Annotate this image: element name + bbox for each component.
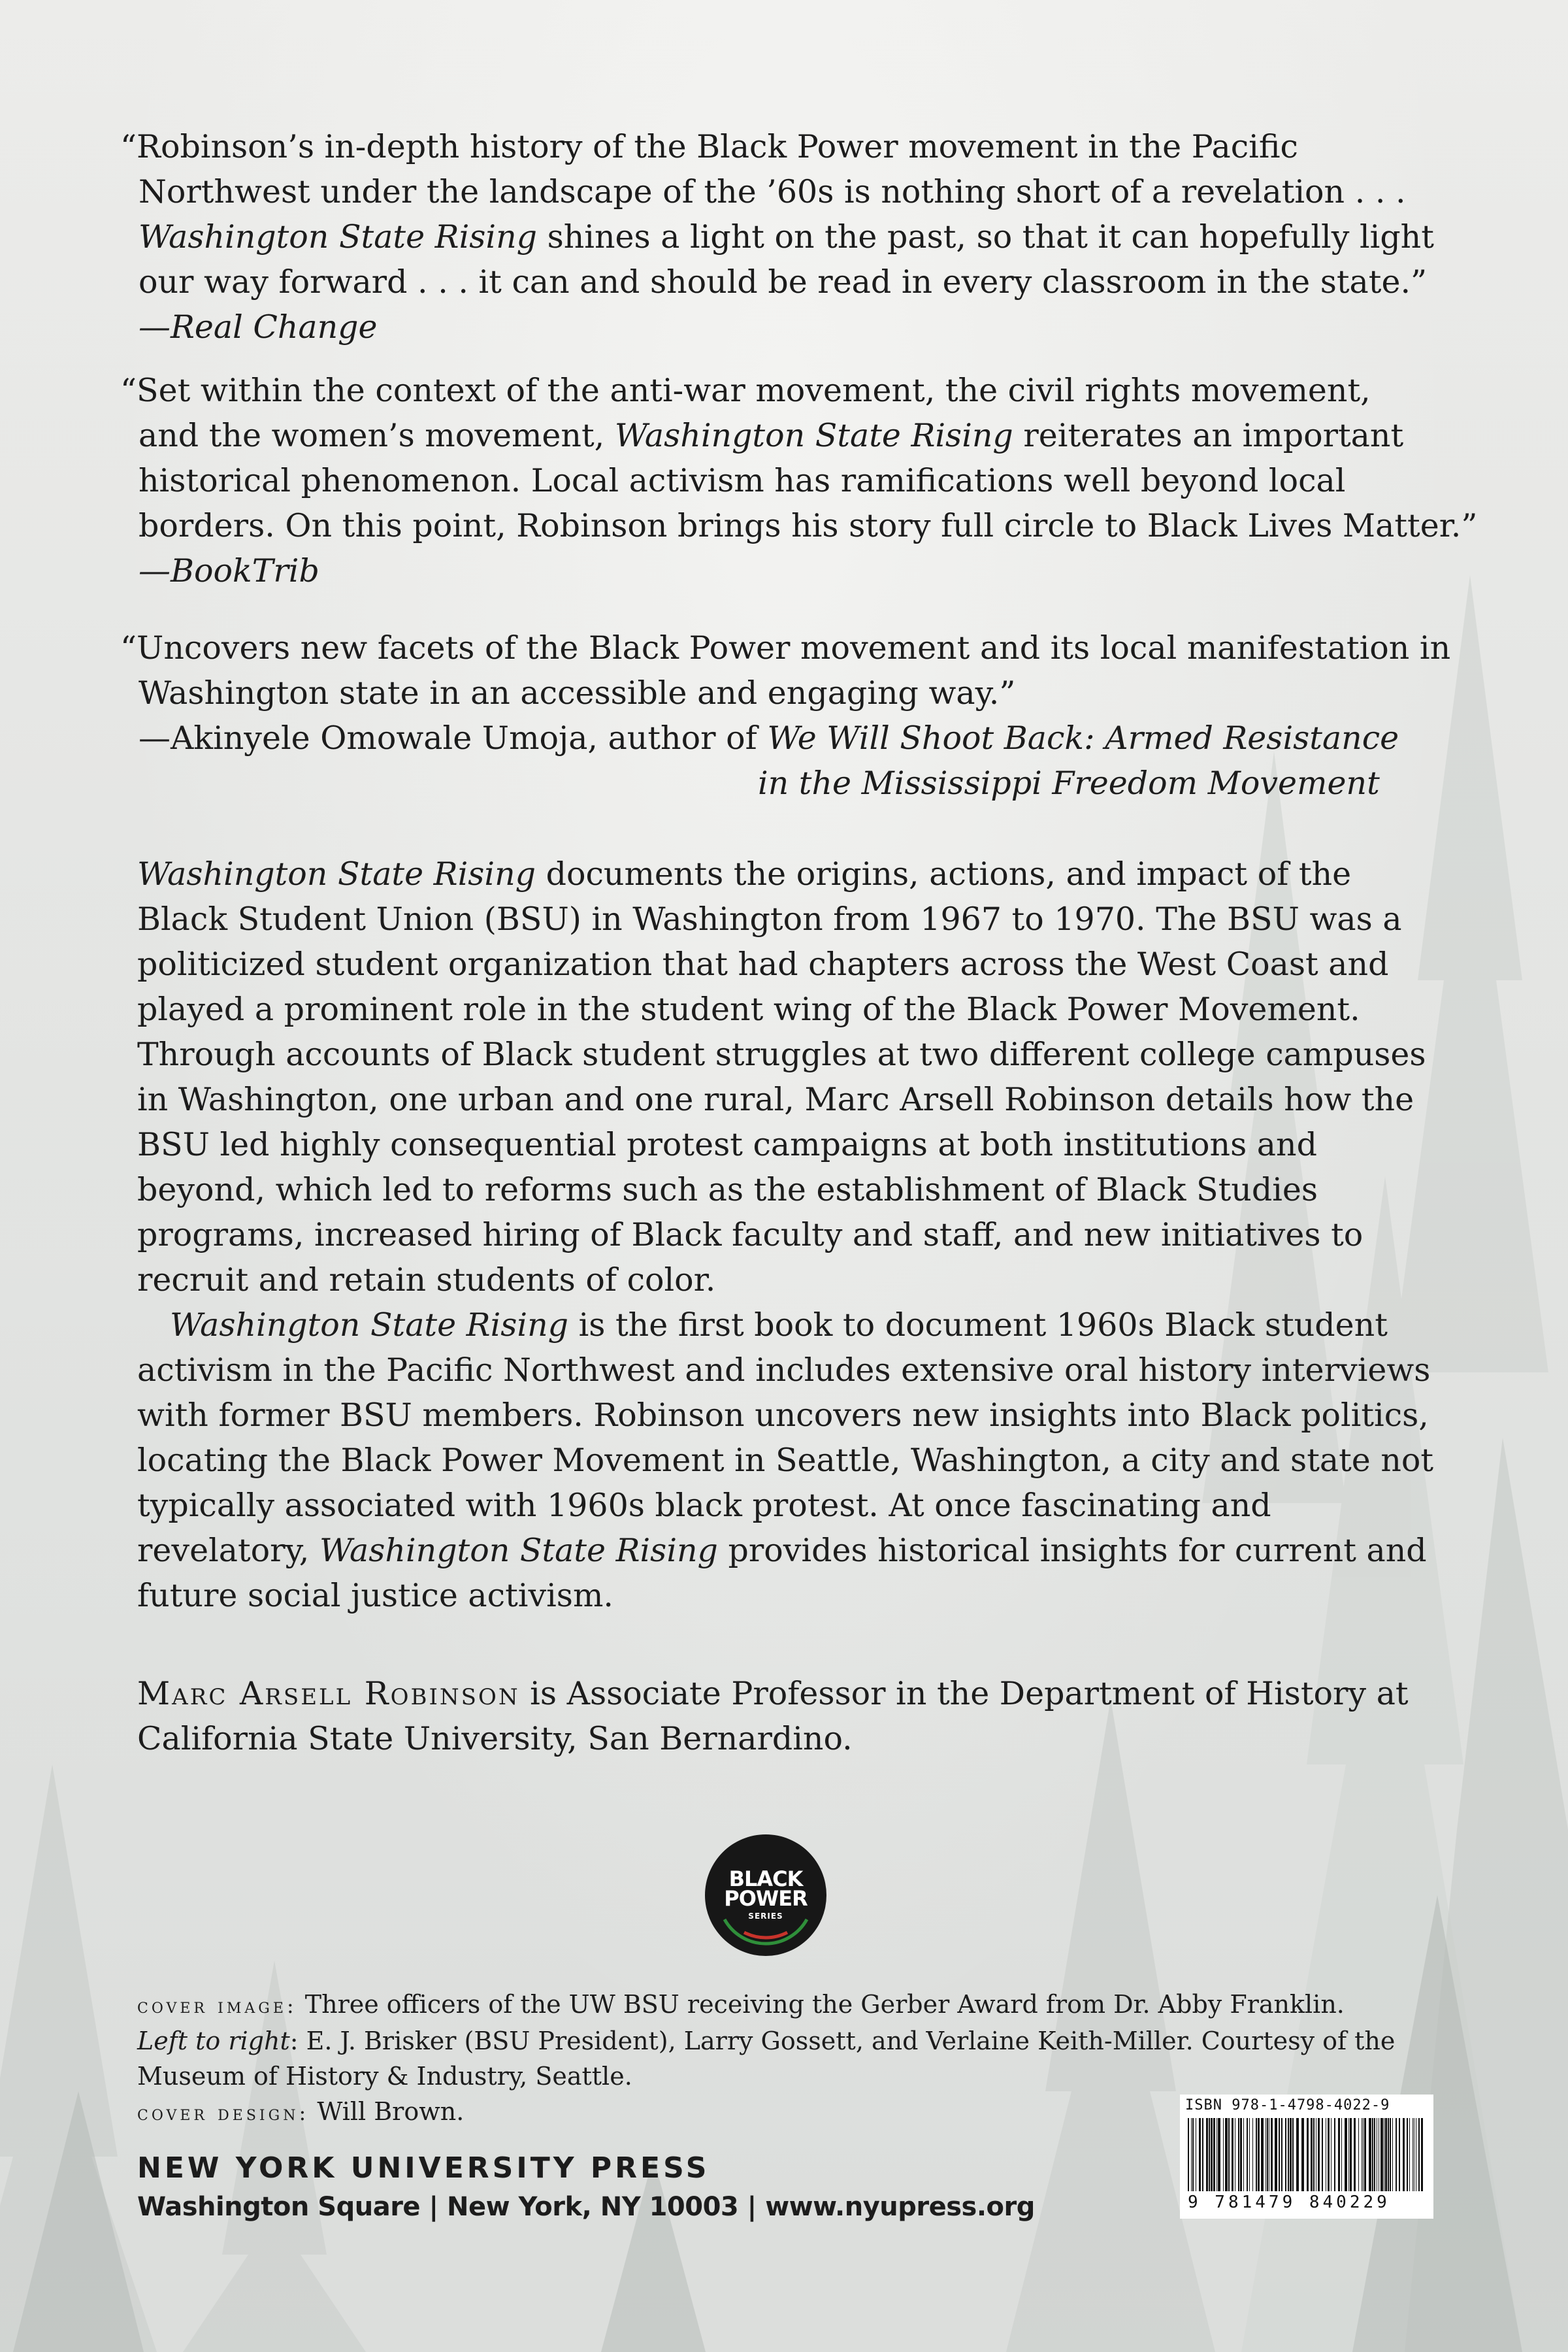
author-name: Marc Arsell Robinson <box>137 1675 520 1712</box>
quote-line: and the women’s movement, Washington State Rising reiterates an important <box>139 417 1404 454</box>
book-title: Washington State Rising <box>137 855 536 893</box>
cover-design-credit: cover design: Will Brown. <box>137 2097 465 2126</box>
quote-line: “Uncovers new facets of the Black Power movement and its local manifestation in <box>120 629 1451 667</box>
quote-line: Washington state in an accessible and engaging way.” <box>139 674 1016 712</box>
quote-real-change <box>120 124 1434 350</box>
barcode-icon <box>1186 2118 1427 2191</box>
quote-source: —BookTrib <box>139 552 319 589</box>
cover-image-credit: cover image: Three officers of the UW BSU receiving the Gerber Award from Dr. Abby Franklin. Left to right: E. J. Brisker (BSU President), Larry Gossett, and Verlaine Keith-Miller. Courtesy of the Museum of History & Industry, Seattle. <box>137 1990 1396 2091</box>
isbn-label: ISBN 978-1-4798-4022-9 <box>1185 2097 1390 2113</box>
quote-line: borders. On this point, Robinson brings his story full circle to Black Lives Matter.” <box>139 507 1478 544</box>
book-description <box>137 852 1437 1618</box>
book-title: Washington State Rising <box>319 1532 718 1569</box>
quote-line: Washington State Rising shines a light on the past, so that it can hopefully light <box>139 218 1434 256</box>
source-book-title: We Will Shoot Back: Armed Resistance <box>767 720 1399 757</box>
book-title: Washington State Rising <box>614 417 1013 454</box>
publisher-name: NEW YORK UNIVERSITY PRESS <box>137 2151 710 2185</box>
author-bio: Marc Arsell Robinson is Associate Professor in the Department of History at California State University, San Bernardino. <box>137 1675 1409 1757</box>
book-title: Washington State Rising <box>139 218 537 256</box>
publisher-block <box>137 2149 1035 2226</box>
quote-line: our way forward . . . it can and should be read in every classroom in the state.” <box>139 263 1428 301</box>
description-paragraph: Washington State Rising is the first book to document 1960s Black student activism in the Pacific Northwest and includes extensive oral history interviews with former BSU members. Robinson uncovers new insights into Black politics, locating the Black Power Movement in Seattle, Washington, a city and state not typically associated with 1960s black protest. At once fascinating and revelatory, Washington State Rising provides historical insights for current and future social justice activism. <box>137 1306 1434 1614</box>
quote-umoja <box>120 625 1451 806</box>
book-title: Washington State Rising <box>170 1306 568 1344</box>
quote-line: Northwest under the landscape of the ’60s is nothing short of a revelation . . . <box>139 173 1406 210</box>
quote-line: “Robinson’s in-depth history of the Black Power movement in the Pacific <box>120 128 1298 165</box>
quote-source: —Real Change <box>139 308 378 346</box>
publisher-address: Washington Square | New York, NY 10003 | www.nyupress.org <box>137 2192 1035 2222</box>
quote-line: historical phenomenon. Local activism has ramifications well beyond local <box>139 462 1346 499</box>
quote-booktrib <box>120 368 1478 593</box>
quote-source: —Akinyele Omowale Umoja, author of We Will Shoot Back: Armed Resistance <box>139 720 1399 757</box>
isbn-barcode <box>1180 2095 1433 2219</box>
black-power-series-logo: BLACK POWER SERIES <box>705 1834 826 1956</box>
logo-color-arc-icon <box>705 1834 826 1956</box>
quote-line: “Set within the context of the anti-war movement, the civil rights movement, <box>120 372 1371 409</box>
barcode-digits: 9 781479 840229 <box>1188 2193 1390 2212</box>
source-book-title-cont: in the Mississippi Freedom Movement <box>758 765 1380 802</box>
description-paragraph: Washington State Rising documents the origins, actions, and impact of the Black Student Union (BSU) in Washington from 1967 to 1970. The BSU was a politicized student organization that had chapters across the West Coast and played a prominent role in the student wing of the Black Power Movement. Through accounts of Black student struggles at two different college campuses in Washington, one urban and one rural, Marc Arsell Robinson details how the BSU led highly consequential protest campaigns at both institutions and beyond, which led to reforms such as the establishment of Black Studies programs, increased hiring of Black faculty and staff, and new initiatives to recruit and retain students of color. <box>137 855 1426 1299</box>
